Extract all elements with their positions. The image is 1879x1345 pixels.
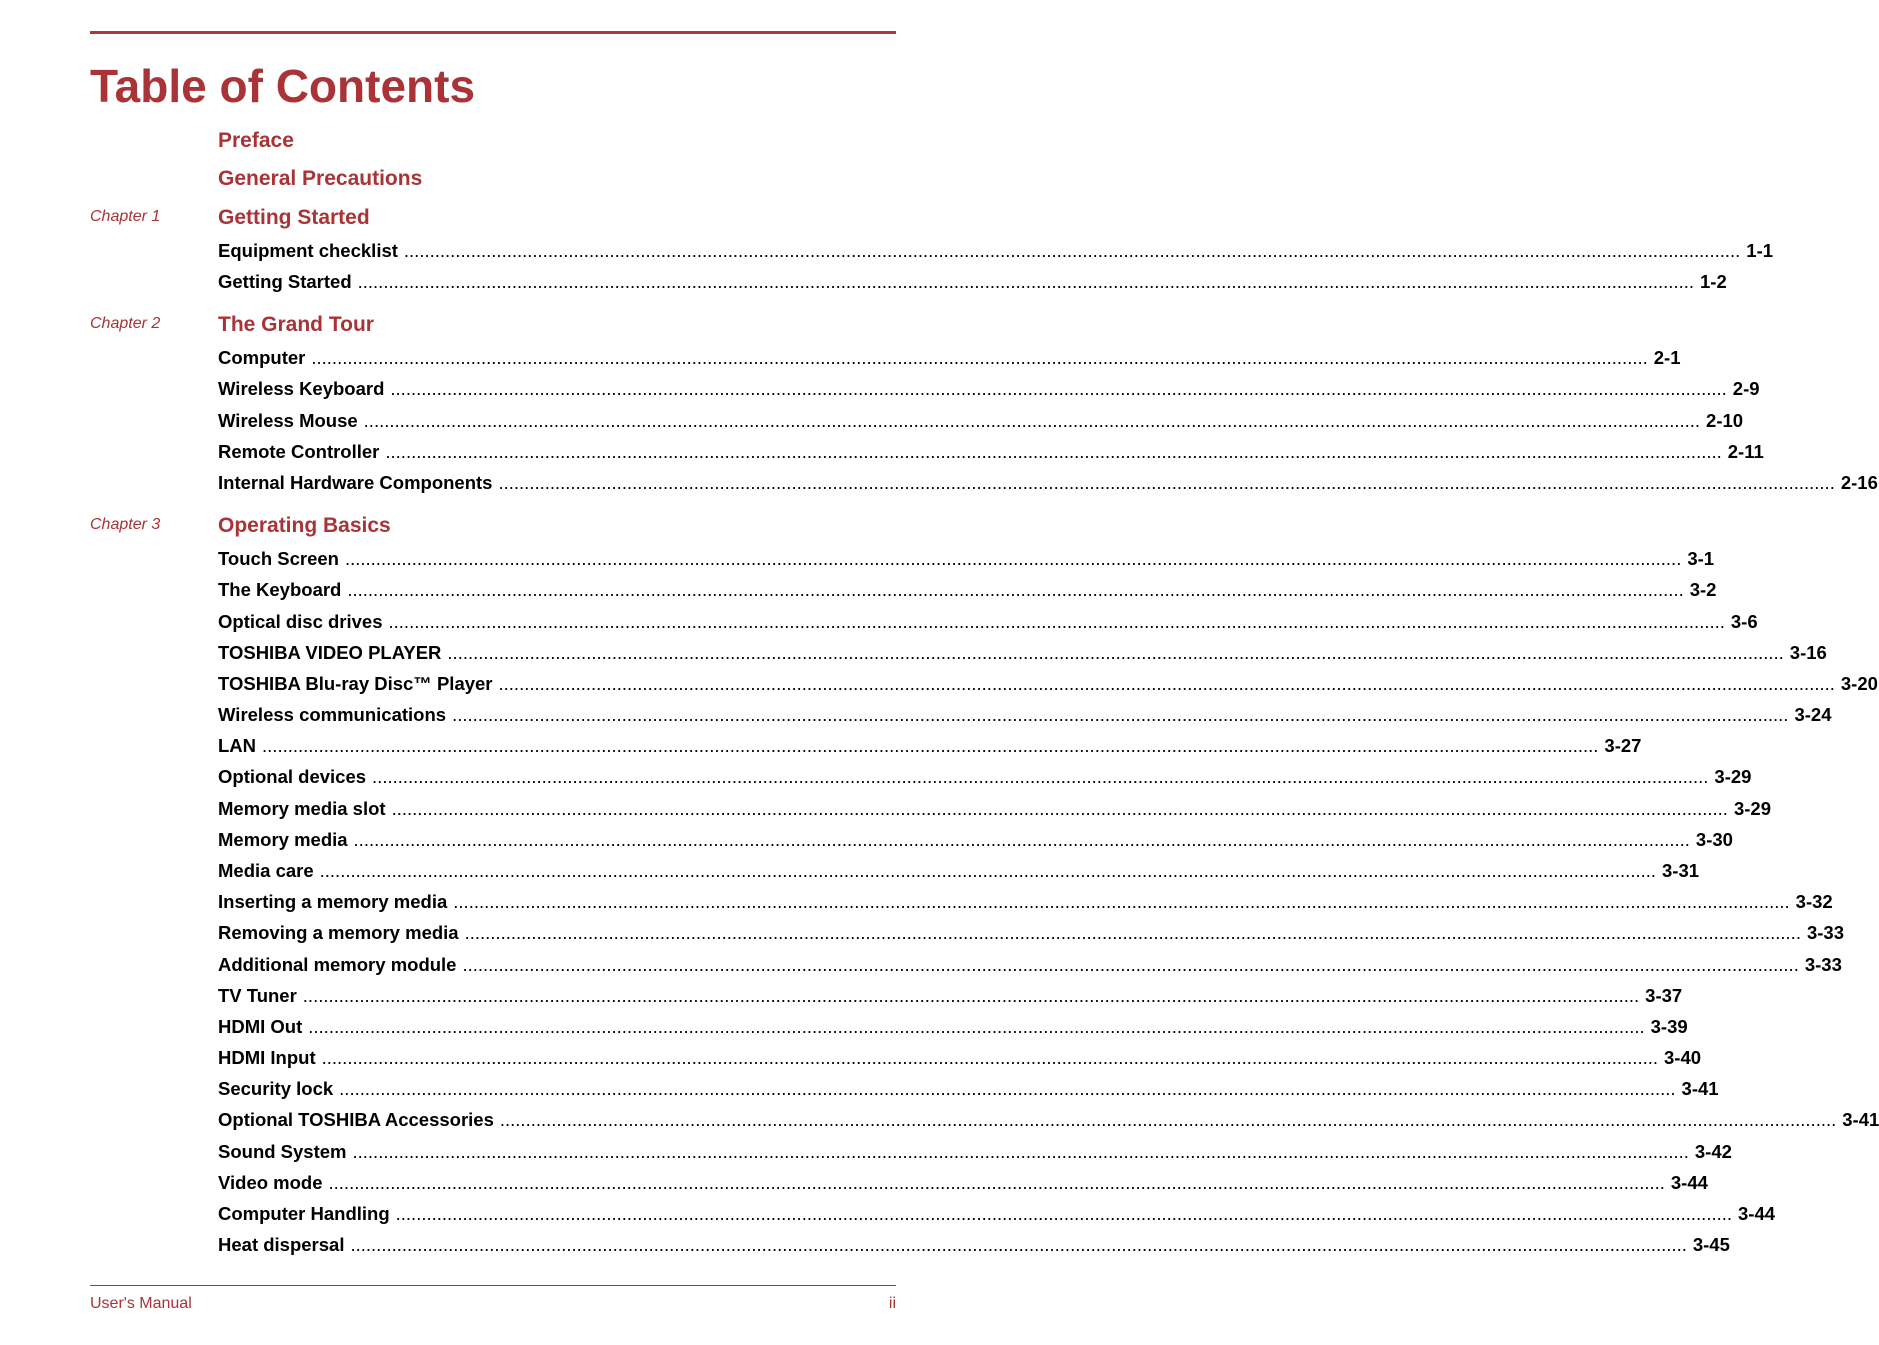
toc-entry-title: TV Tuner [218, 985, 297, 1006]
toc-entry[interactable] [218, 734, 1642, 758]
toc-entry-page: 3-6 [1730, 611, 1758, 632]
toc-entry[interactable] [218, 346, 1681, 370]
dot-leader: .................................................................................................................................................................................................................................................................... [498, 673, 1835, 694]
toc-entry-title: Sound System [218, 1141, 347, 1162]
toc-entry[interactable] [218, 984, 1683, 1008]
toc-entry-title: Removing a memory media [218, 922, 459, 943]
dot-leader: .................................................................................................................................................................................................................................................................... [403, 240, 1741, 261]
toc-entry-title: Remote Controller [218, 441, 380, 462]
toc-entry[interactable] [218, 377, 1760, 401]
toc-entry[interactable] [218, 672, 1878, 696]
toc-entry-page: 3-30 [1695, 829, 1733, 850]
toc-entry-title: Equipment checklist [218, 240, 398, 261]
dot-leader: .................................................................................................................................................................................................................................................................... [447, 642, 1784, 663]
toc-heading-preface[interactable]: Preface [218, 129, 294, 152]
toc-entry-page: 3-33 [1806, 922, 1844, 943]
toc-entry-page: 3-39 [1650, 1016, 1688, 1037]
toc-heading-getting-started[interactable]: Getting Started [218, 206, 370, 229]
dot-leader: .................................................................................................................................................................................................................................................................... [262, 735, 1599, 756]
toc-entry[interactable] [218, 797, 1771, 821]
toc-entry-page: 2-16 [1840, 472, 1878, 493]
toc-entry-title: HDMI Out [218, 1016, 303, 1037]
dot-leader: .................................................................................................................................................................................................................................................................... [363, 410, 1701, 431]
toc-entry-title: Wireless Keyboard [218, 378, 385, 399]
toc-entry-title: Wireless Mouse [218, 410, 358, 431]
dot-leader: .................................................................................................................................................................................................................................................................... [372, 766, 1709, 787]
dot-leader: .................................................................................................................................................................................................................................................................... [319, 860, 1657, 881]
toc-entry-title: Memory media [218, 829, 348, 850]
toc-entry-page: 3-16 [1789, 642, 1827, 663]
toc-entry-title: The Keyboard [218, 579, 342, 600]
toc-entry[interactable] [218, 610, 1758, 634]
toc-entry[interactable] [218, 921, 1844, 945]
dot-leader: .................................................................................................................................................................................................................................................................... [464, 922, 1801, 943]
toc-entry-page: 2-11 [1727, 441, 1764, 462]
toc-entry[interactable] [218, 1108, 1879, 1132]
dot-leader: .................................................................................................................................................................................................................................................................... [391, 798, 1728, 819]
toc-entry-page: 3-24 [1794, 704, 1832, 725]
dot-leader: .................................................................................................................................................................................................................................................................... [453, 891, 1790, 912]
toc-entry-page: 3-27 [1604, 735, 1642, 756]
toc-entry-page: 3-41 [1842, 1109, 1879, 1130]
toc-entry-title: Inserting a memory media [218, 891, 448, 912]
toc-entry[interactable] [218, 409, 1744, 433]
toc-entry-title: Optional TOSHIBA Accessories [218, 1109, 494, 1130]
toc-entry[interactable] [218, 239, 1774, 263]
toc-entry-page: 2-1 [1653, 347, 1681, 368]
toc-entry-page: 3-33 [1804, 954, 1842, 975]
toc-entry-title: Memory media slot [218, 798, 386, 819]
toc-entry[interactable] [218, 890, 1833, 914]
toc-entry-page: 3-42 [1694, 1141, 1732, 1162]
dot-leader: .................................................................................................................................................................................................................................................................... [357, 271, 1694, 292]
toc-entry[interactable] [218, 1140, 1732, 1164]
footer-manual-title: User's Manual [90, 1295, 192, 1312]
toc-entry-title: Internal Hardware Components [218, 472, 493, 493]
dot-leader: .................................................................................................................................................................................................................................................................... [339, 1078, 1676, 1099]
toc-entry[interactable] [218, 270, 1727, 294]
dot-leader: .................................................................................................................................................................................................................................................................... [308, 1016, 1645, 1037]
toc-entry[interactable] [218, 703, 1832, 727]
toc-entry-title: Wireless communications [218, 704, 447, 725]
toc-entry-page: 3-37 [1645, 985, 1683, 1006]
toc-entry-page: 1-1 [1746, 240, 1774, 261]
toc-entry-title: TOSHIBA Blu-ray Disc™ Player [218, 673, 493, 694]
toc-entry-title: Security lock [218, 1078, 334, 1099]
toc-entry-title: LAN [218, 735, 257, 756]
dot-leader: .................................................................................................................................................................................................................................................................... [350, 1234, 1687, 1255]
toc-entry-page: 3-45 [1692, 1234, 1730, 1255]
toc-entry[interactable] [218, 471, 1878, 495]
dot-leader: .................................................................................................................................................................................................................................................................... [499, 1109, 1837, 1130]
toc-entry-page: 1-2 [1700, 271, 1727, 292]
toc-entry-page: 3-40 [1664, 1047, 1702, 1068]
dot-leader: .................................................................................................................................................................................................................................................................... [302, 985, 1640, 1006]
toc-entry[interactable] [218, 859, 1700, 883]
toc-entry-title: Video mode [218, 1172, 323, 1193]
page-title: Table of Contents [90, 60, 476, 112]
toc-entry-title: Getting Started [218, 271, 352, 292]
toc-entry[interactable] [218, 828, 1733, 852]
toc-entry[interactable] [218, 1015, 1688, 1039]
dot-leader: .................................................................................................................................................................................................................................................................... [352, 1141, 1689, 1162]
toc-entry-page: 3-29 [1733, 798, 1771, 819]
toc-entry[interactable] [218, 440, 1764, 464]
toc-entry[interactable] [218, 1202, 1776, 1226]
top-rule [90, 31, 896, 34]
toc-entry-page: 2-9 [1732, 378, 1760, 399]
toc-entry-page: 3-2 [1689, 579, 1717, 600]
chapter-label-2: Chapter 2 [90, 315, 161, 332]
dot-leader: .................................................................................................................................................................................................................................................................... [353, 829, 1690, 850]
toc-entry-page: 3-29 [1714, 766, 1752, 787]
dot-leader: .................................................................................................................................................................................................................................................................... [452, 704, 1789, 725]
toc-entry-page: 3-44 [1738, 1203, 1776, 1224]
toc-heading-grand-tour[interactable]: The Grand Tour [218, 313, 374, 336]
toc-entry-title: Optical disc drives [218, 611, 383, 632]
dot-leader: .................................................................................................................................................................................................................................................................... [388, 611, 1725, 632]
toc-entry[interactable] [218, 547, 1715, 571]
toc-entry[interactable] [218, 765, 1752, 789]
dot-leader: .................................................................................................................................................................................................................................................................... [321, 1047, 1658, 1068]
toc-heading-general-precautions[interactable]: General Precautions [218, 167, 423, 190]
toc-entry-page: 2-10 [1706, 410, 1744, 431]
toc-entry-title: Heat dispersal [218, 1234, 345, 1255]
footer-page-number: ii [888, 1295, 896, 1312]
toc-entry[interactable] [218, 578, 1717, 602]
toc-entry[interactable] [218, 641, 1827, 665]
toc-heading-operating-basics[interactable]: Operating Basics [218, 514, 391, 537]
dot-leader: .................................................................................................................................................................................................................................................................... [385, 441, 1722, 462]
toc-entry[interactable] [218, 1171, 1708, 1195]
dot-leader: .................................................................................................................................................................................................................................................................... [344, 548, 1682, 569]
bottom-rule [90, 1285, 896, 1286]
dot-leader: .................................................................................................................................................................................................................................................................... [498, 472, 1835, 493]
dot-leader: .................................................................................................................................................................................................................................................................... [395, 1203, 1733, 1224]
toc-entry-title: Optional devices [218, 766, 367, 787]
toc-entry-page: 3-1 [1687, 548, 1715, 569]
toc-entry-page: 3-32 [1795, 891, 1833, 912]
toc-entry-title: HDMI Input [218, 1047, 316, 1068]
toc-entry-title: Media care [218, 860, 314, 881]
toc-entry-title: Touch Screen [218, 548, 339, 569]
dot-leader: .................................................................................................................................................................................................................................................................... [347, 579, 1684, 600]
toc-entry-title: Additional memory module [218, 954, 457, 975]
dot-leader: .................................................................................................................................................................................................................................................................... [462, 954, 1799, 975]
toc-entry[interactable] [218, 1046, 1702, 1070]
toc-entry-title: Computer [218, 347, 306, 368]
toc-entry-page: 3-31 [1662, 860, 1700, 881]
toc-entry-title: Computer Handling [218, 1203, 390, 1224]
toc-entry[interactable] [218, 1233, 1730, 1257]
toc-entry-page: 3-20 [1840, 673, 1878, 694]
toc-entry-page: 3-41 [1681, 1078, 1719, 1099]
dot-leader: .................................................................................................................................................................................................................................................................... [328, 1172, 1665, 1193]
toc-entry[interactable] [218, 953, 1842, 977]
dot-leader: .................................................................................................................................................................................................................................................................... [390, 378, 1727, 399]
toc-entry-title: TOSHIBA VIDEO PLAYER [218, 642, 442, 663]
chapter-label-3: Chapter 3 [90, 516, 161, 533]
toc-entry[interactable] [218, 1077, 1719, 1101]
toc-entry-page: 3-44 [1670, 1172, 1708, 1193]
chapter-label-1: Chapter 1 [90, 208, 161, 225]
dot-leader: .................................................................................................................................................................................................................................................................... [311, 347, 1648, 368]
